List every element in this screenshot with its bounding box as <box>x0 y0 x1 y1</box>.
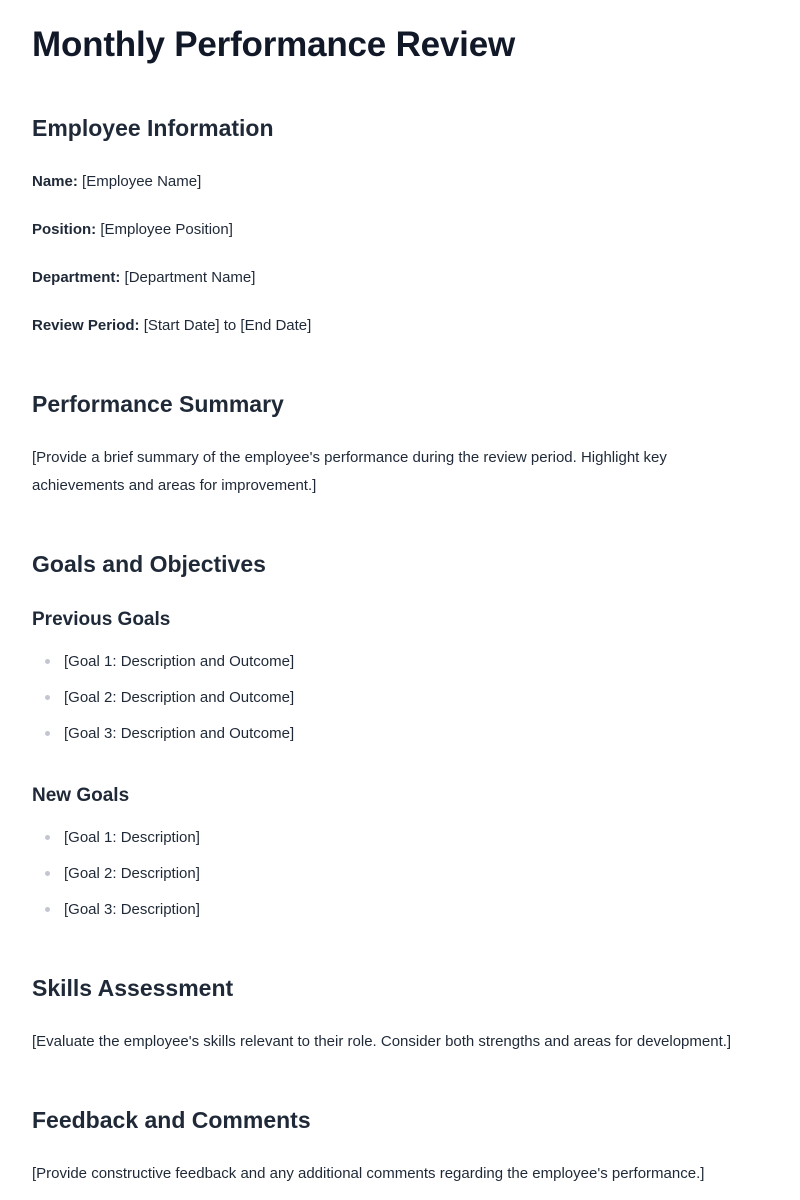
bullet-icon <box>45 907 50 912</box>
performance-summary-line-2: achievements and areas for improvement.] <box>32 477 317 494</box>
field-position-label: Position: <box>32 221 97 238</box>
field-name-label: Name: <box>32 173 78 190</box>
employee-information-heading: Employee Information <box>32 115 274 141</box>
field-department <box>32 267 255 289</box>
field-position <box>32 219 233 241</box>
new-goals-heading: New Goals <box>32 785 130 806</box>
previous-goals-heading: Previous Goals <box>32 609 171 630</box>
new-goal-item: [Goal 3: Description] <box>64 901 200 918</box>
field-name-value: [Employee Name] <box>82 173 202 190</box>
page-title: Monthly Performance Review <box>32 25 515 64</box>
bullet-icon <box>45 695 50 700</box>
performance-summary-heading: Performance Summary <box>32 391 284 417</box>
new-goal-item: [Goal 2: Description] <box>64 865 200 882</box>
bullet-icon <box>45 835 50 840</box>
feedback-comments-heading: Feedback and Comments <box>32 1107 311 1133</box>
skills-assessment-text: [Evaluate the employee's skills relevant to their role. Consider both strengths and areas for development.] <box>32 1033 732 1050</box>
previous-goal-item: [Goal 1: Description and Outcome] <box>64 653 295 670</box>
performance-summary-line-1: [Provide a brief summary of the employee's performance during the review period. Highlight key <box>32 449 667 466</box>
goals-objectives-heading: Goals and Objectives <box>32 551 266 577</box>
skills-assessment-heading: Skills Assessment <box>32 975 234 1001</box>
bullet-icon <box>45 731 50 736</box>
new-goal-item: [Goal 1: Description] <box>64 829 200 846</box>
bullet-icon <box>45 659 50 664</box>
field-position-value: [Employee Position] <box>100 221 233 238</box>
field-review-period-label: Review Period: <box>32 317 140 334</box>
field-review-period-value: [Start Date] to [End Date] <box>143 317 312 334</box>
bullet-icon <box>45 871 50 876</box>
field-department-label: Department: <box>32 269 121 286</box>
feedback-comments-text: [Provide constructive feedback and any additional comments regarding the employee's performance.] <box>32 1165 705 1182</box>
field-review-period <box>32 315 311 337</box>
field-department-value: [Department Name] <box>124 269 256 286</box>
previous-goal-item: [Goal 3: Description and Outcome] <box>64 725 295 742</box>
previous-goal-item: [Goal 2: Description and Outcome] <box>64 689 295 706</box>
field-name <box>32 171 201 193</box>
